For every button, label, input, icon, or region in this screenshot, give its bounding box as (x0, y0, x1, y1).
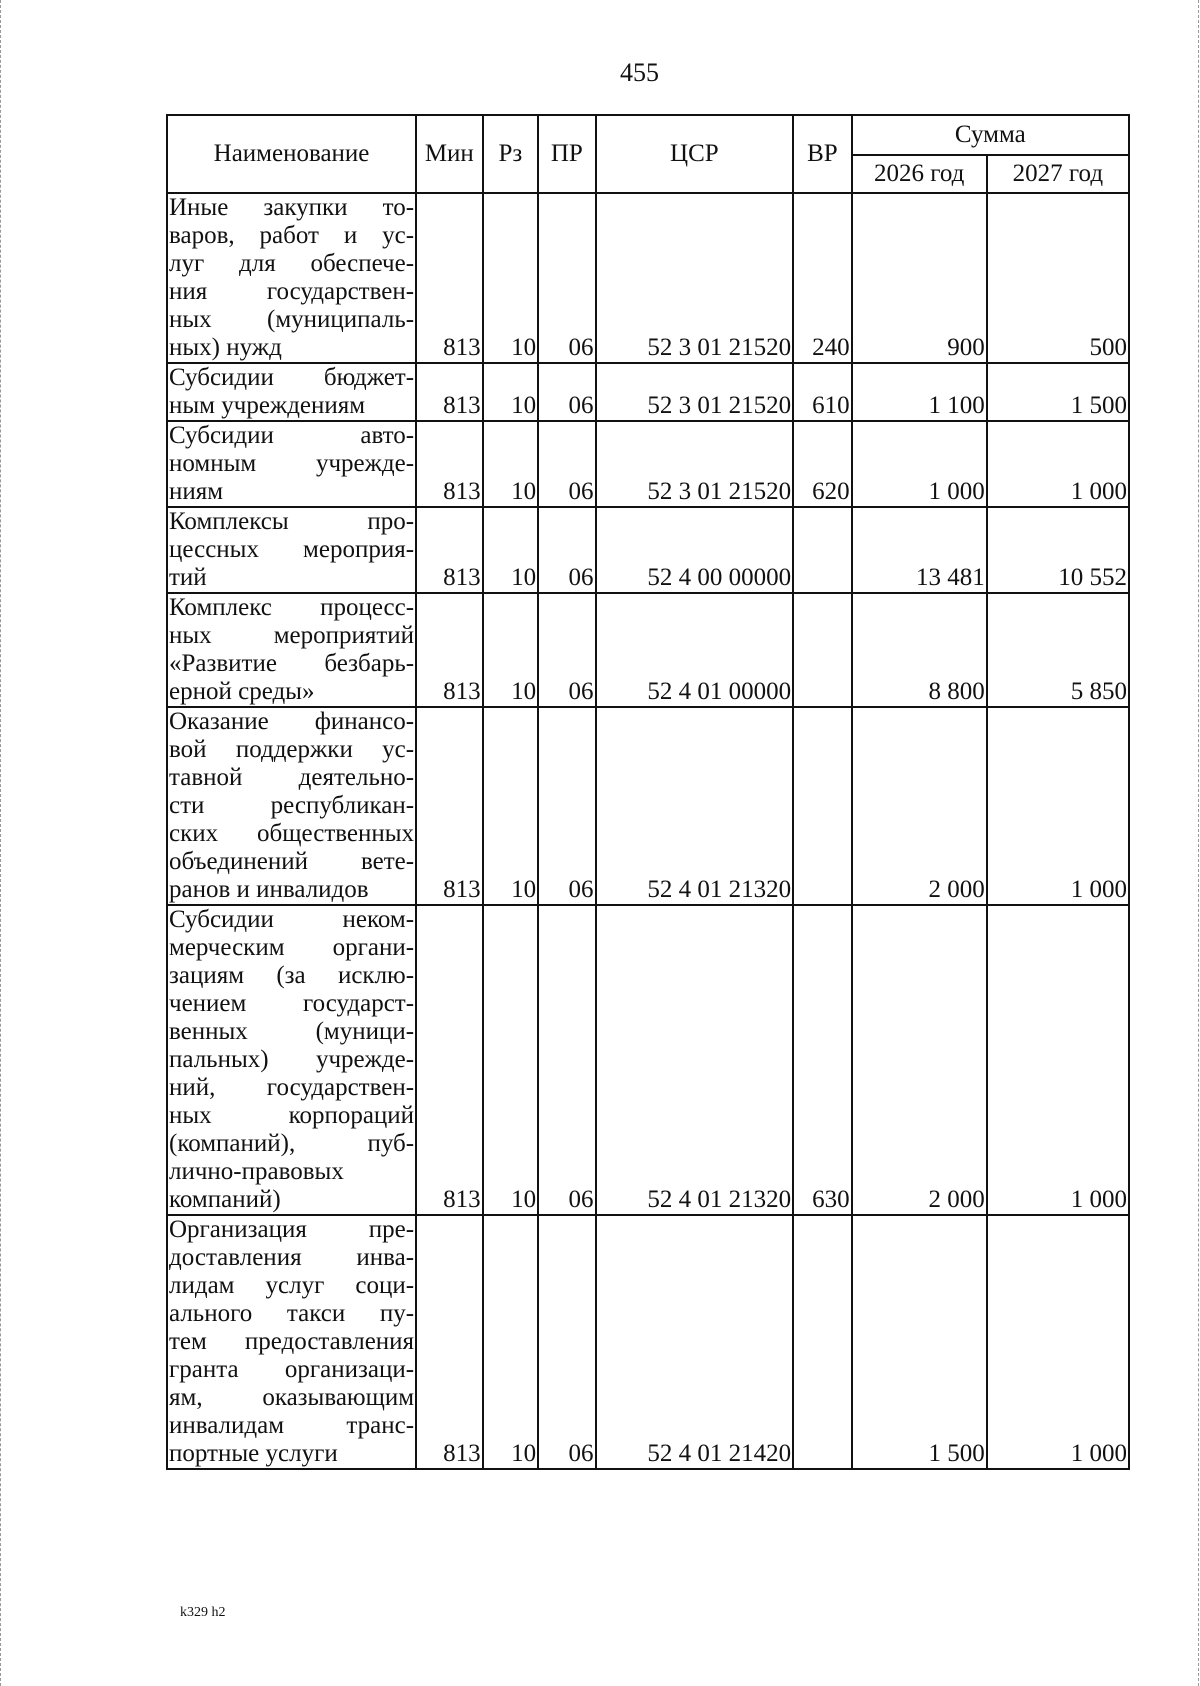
row-name-line: лично-правовых (169, 1158, 344, 1185)
row-name-line: Субсидии авто- (169, 422, 415, 449)
row-rz: 10 (483, 193, 538, 363)
row-name-line: ерной среды» (169, 678, 315, 705)
row-name-line: тем предоставления (169, 1328, 415, 1355)
row-pr: 06 (538, 905, 595, 1215)
row-name-line: мерческим органи- (169, 934, 415, 961)
row-vr (793, 1215, 851, 1469)
row-name-line: Организация пре- (169, 1216, 415, 1243)
row-rz: 10 (483, 363, 538, 421)
row-min: 813 (416, 193, 483, 363)
row-pr: 06 (538, 1215, 595, 1469)
row-sum-2026: 1 000 (852, 421, 987, 507)
row-rz: 10 (483, 1215, 538, 1469)
header-sum: Сумма (852, 115, 1129, 155)
row-name-line: «Развитие безбарь- (169, 650, 415, 677)
row-pr: 06 (538, 363, 595, 421)
row-name-line: Комплекс процесс- (169, 594, 415, 621)
row-sum-2027: 1 000 (987, 421, 1129, 507)
row-name-line: Иные закупки то- (169, 194, 415, 221)
row-pr: 06 (538, 507, 595, 593)
row-sum-2027: 5 850 (987, 593, 1129, 707)
row-rz: 10 (483, 707, 538, 905)
row-min: 813 (416, 707, 483, 905)
header-min: Мин (416, 115, 483, 193)
row-min: 813 (416, 507, 483, 593)
row-name-line: луг для обеспече- (169, 250, 415, 277)
row-min: 813 (416, 905, 483, 1215)
row-name-line: Субсидии неком- (169, 906, 415, 933)
row-csr: 52 3 01 21520 (596, 193, 794, 363)
row-csr: 52 3 01 21520 (596, 363, 794, 421)
row-sum-2026: 900 (852, 193, 987, 363)
scan-edge-left (0, 0, 2, 1686)
table-row (167, 421, 1129, 507)
row-sum-2026: 2 000 (852, 905, 987, 1215)
row-csr: 52 4 01 21420 (596, 1215, 794, 1469)
row-name-line: тавной деятельно- (169, 764, 415, 791)
row-rz: 10 (483, 593, 538, 707)
row-min: 813 (416, 363, 483, 421)
row-name (167, 593, 416, 707)
row-name-line: ния государствен- (169, 278, 415, 305)
table-row (167, 363, 1129, 421)
row-name-line: ных (муниципаль- (169, 306, 415, 333)
row-name-line: компаний) (169, 1186, 281, 1213)
page-number: 455 (620, 58, 659, 87)
row-sum-2026: 2 000 (852, 707, 987, 905)
row-name (167, 1215, 416, 1469)
row-name (167, 421, 416, 507)
row-name-line: ранов и инвалидов (169, 876, 369, 903)
row-name-line: инвалидам транс- (169, 1412, 415, 1439)
row-name (167, 363, 416, 421)
row-min: 813 (416, 593, 483, 707)
row-sum-2026: 8 800 (852, 593, 987, 707)
row-sum-2026: 1 100 (852, 363, 987, 421)
row-name-line: чением государст- (169, 990, 415, 1017)
row-vr: 240 (793, 193, 851, 363)
budget-table (166, 114, 1130, 1470)
row-sum-2027: 500 (987, 193, 1129, 363)
row-pr: 06 (538, 593, 595, 707)
row-rz: 10 (483, 421, 538, 507)
table-header (167, 115, 1129, 193)
header-year-2027: 2027 год (987, 155, 1129, 193)
row-sum-2027: 1 000 (987, 1215, 1129, 1469)
row-name (167, 507, 416, 593)
row-min: 813 (416, 1215, 483, 1469)
row-name (167, 193, 416, 363)
row-name-line: тий (169, 564, 207, 591)
row-name-line: ным учреждениям (169, 392, 366, 419)
row-name-line: ных мероприятий (169, 622, 415, 649)
row-name-line: Оказание финансо- (169, 708, 415, 735)
row-name-line: доставления инва- (169, 1244, 415, 1271)
row-csr: 52 4 00 00000 (596, 507, 794, 593)
row-name-line: сти республикан- (169, 792, 415, 819)
header-year-2026: 2026 год (852, 155, 987, 193)
row-sum-2027: 1 000 (987, 707, 1129, 905)
row-name-line: цессных мероприя- (169, 536, 415, 563)
row-vr (793, 707, 851, 905)
row-pr: 06 (538, 193, 595, 363)
row-name-line: ных) нужд (169, 334, 282, 361)
row-sum-2026: 13 481 (852, 507, 987, 593)
row-name-line: Комплексы про- (169, 508, 415, 535)
row-name-line: портные услуги (169, 1440, 338, 1467)
row-name-line: ального такси пу- (169, 1300, 415, 1327)
table-row (167, 593, 1129, 707)
table-row (167, 905, 1129, 1215)
row-vr (793, 507, 851, 593)
row-rz: 10 (483, 507, 538, 593)
row-name-line: ям, оказывающим (169, 1384, 415, 1411)
row-name-line: гранта организаци- (169, 1356, 415, 1383)
row-name-line: пальных) учрежде- (169, 1046, 415, 1073)
row-sum-2026: 1 500 (852, 1215, 987, 1469)
row-pr: 06 (538, 421, 595, 507)
row-name-line: Субсидии бюджет- (169, 364, 415, 391)
row-name-line: ных корпораций (169, 1102, 415, 1129)
row-min: 813 (416, 421, 483, 507)
row-name-line: ниям (169, 478, 224, 505)
row-vr: 630 (793, 905, 851, 1215)
row-name-line: ских общественных (169, 820, 415, 847)
row-sum-2027: 1 500 (987, 363, 1129, 421)
row-sum-2027: 10 552 (987, 507, 1129, 593)
row-name-line: ний, государствен- (169, 1074, 415, 1101)
row-csr: 52 4 01 21320 (596, 707, 794, 905)
row-sum-2027: 1 000 (987, 905, 1129, 1215)
row-vr (793, 593, 851, 707)
row-name-line: номным учрежде- (169, 450, 415, 477)
row-name-line: лидам услуг соци- (169, 1272, 415, 1299)
footer-code: k329 h2 (180, 1605, 226, 1620)
table-body (167, 193, 1129, 1469)
header-name: Наименование (167, 115, 416, 193)
table-row (167, 193, 1129, 363)
row-name-line: объединений вете- (169, 848, 415, 875)
header-csr: ЦСР (596, 115, 794, 193)
row-name-line: зациям (за исклю- (169, 962, 415, 989)
header-vr: ВР (793, 115, 851, 193)
row-vr: 610 (793, 363, 851, 421)
row-csr: 52 3 01 21520 (596, 421, 794, 507)
row-name-line: венных (муници- (169, 1018, 415, 1045)
row-name (167, 707, 416, 905)
row-name-line: (компаний), пуб- (169, 1130, 415, 1157)
row-name-line: вой поддержки ус- (169, 736, 415, 763)
row-rz: 10 (483, 905, 538, 1215)
table-row (167, 507, 1129, 593)
header-rz: Рз (483, 115, 538, 193)
row-csr: 52 4 01 21320 (596, 905, 794, 1215)
row-vr: 620 (793, 421, 851, 507)
table-row (167, 707, 1129, 905)
row-pr: 06 (538, 707, 595, 905)
row-name (167, 905, 416, 1215)
header-pr: ПР (538, 115, 595, 193)
row-csr: 52 4 01 00000 (596, 593, 794, 707)
row-name-line: варов, работ и ус- (169, 222, 415, 249)
table-row (167, 1215, 1129, 1469)
